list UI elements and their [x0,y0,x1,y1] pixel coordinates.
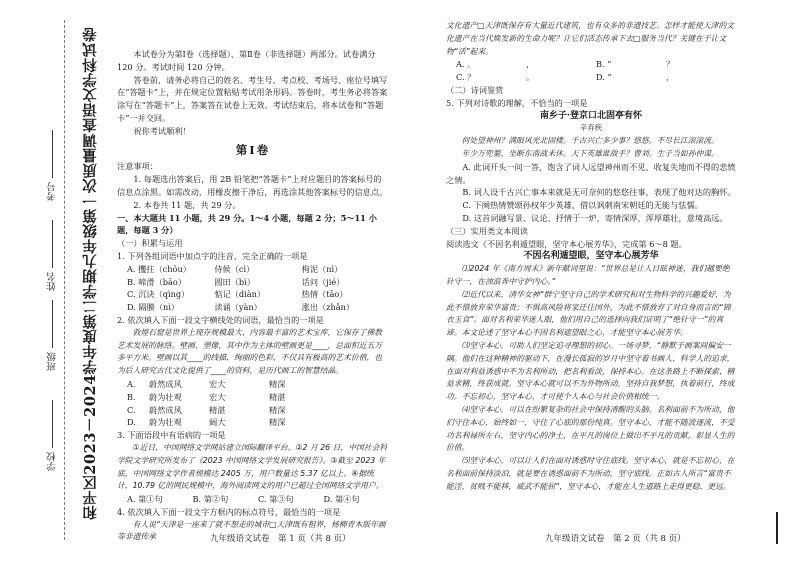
intro-paragraph: 答卷前，请务必将自己的姓名、考生号、考点校、考场号、座位号填写在“答题卡”上，并在规定位置粘贴考试用条形码。答卷时，考生务必将答案涂写在“答题卡”上，答案答在试卷上无效。考试结束后，将本试卷和“答题卡”一并交回。 [117,74,388,123]
name-label: 姓名 [47,272,58,291]
cut-line [64,20,65,540]
subsection-title: （一）积累与运用 [117,238,183,249]
q2-option: D. 蔚为壮观 阔大 精深 [127,417,286,428]
question-2: 2. 依次填入下面一段文字横线处的词语，最恰当的一项是 [117,314,324,325]
q4-option: D. ” ， [596,72,675,83]
right-page [446,20,736,493]
q4-options [446,58,736,84]
q2-option: A. 蔚然成风 宏大 精深 [127,378,286,389]
q2-passage: 敦煌石窟是世界上现存规模最大、内容最丰富的艺术宝库，它保存了佛教艺术发展的脉络。壁画、塑像，其中作为主体的壁画更是____，总面积近五万多平方米。壁画以其____的线描、绚丽的色彩，不仅具有极高的艺术价值，也为后人研究古代文化提供了____的资料，是历代画工的智慧结晶。 [117,327,383,376]
article-paragraph: ⑶坚守本心，可助人们坚定追寻理想的初心。一场寻梦，“静默于画案间偏安一隅。他们在这种精神的驱动下，在漫长孤寂的岁月中坚守着书画人、科学人的追求，在面对利益诱惑中不为名利所动，把名利看淡，保持本心。在这条路上不断探索、精益求精，终获成就。坚守本心就可以不为外物所动，坚持自我梦想，执着前行，终成功。不忘初心，坚守本心，才可使个人本心与社会价值相统一。 [446,340,735,402]
left-page [117,48,389,544]
notice-title: 注意事项： [117,161,158,172]
question-1: 1. 下列各组词语中加点字的注音，完全正确的一项是 [117,250,308,261]
footer-right: 九年级语文试卷 第 2 页（共 8 页） [545,534,686,544]
q4-option: B. ” ？ [596,59,675,70]
intro-paragraph: 祝你考试顺利！ [133,125,191,136]
edge-mark [776,512,778,544]
name-field [46,220,60,291]
article-paragraph: ⑵近代以来，清华女神“群宁坚守自己的学术研究和对生物科学的兴趣爱好，为此不惜放弃荣华富贵；不惧高风险将家迁往国外，为此不惜放弃了对自身而言的“锦衣玉食”。面对名利荣华迷人眼，他们用自己的选择向我们证明了“绝针守一”的真谛。本文论述了坚守本心不因名利遮望眼之心，才能坚守本心展芳华。 [446,289,731,338]
q2-option: C. 蔚然成风 精湛 精深 [127,404,286,415]
q3-options: A. 第①句 B. 第②句 C. 第③句 D. 第④句 [127,494,360,505]
q4-passage-continued: 文化遗产□天津既保存有大量近代建筑，也有众多的非遗技艺。怎样才能使天津的文化遗产在当代焕发新的生命力呢？让它们活态传承下去□服务当代？关键在于让文物“活”起来。 [446,21,735,56]
poem-line: 何处望神州？满眼风光北固楼。千古兴亡多少事？悠悠。不尽长江滚滚流。 [461,136,719,146]
subsection-title: （三）实用类文本阅读 [446,225,528,236]
question-4: 4. 依次填入下面一段文字方框内的标点符号，最恰当的一项是 [117,506,341,517]
q5-option: C. 下阕热情赞颂孙权年少英雄，借以讽刺南宋朝廷的无能与怯懦。 [462,200,703,211]
poem-author: 辛弃疾 [579,123,603,133]
q1-option: C. 沉诀（qìng） 惦记（diàn） 热情（tāo） [127,289,348,300]
question-3: 3. 下面语段中有语病的一项是 [117,430,226,441]
school-field [46,400,60,471]
q1-option: A. 攫拄（chōu） 侍候（cì） 枸泥（nì） [127,263,343,274]
school-label: 学校 [47,452,58,471]
notice-item: 1. 每题选出答案后，用 2B 铅笔把“答题卡”上对应题目的答案标号的信息点涂黑。如需改动，用橡皮擦干净后，再选涂其他答案标号的信息点。 [117,174,388,197]
article-paragraph: ⑷坚守本心，可以在纷繁复杂的社会中保持清醒的头脑。名利面前不为所动，他们守住本心，始终如一，守住了心底的那份纯真。坚守本心，才能不随波逐流，不受功名利禄所左右，坚守内心的净土，在平凡的岗位上做出不平凡的贡献，彰显人生的价值。 [446,404,735,453]
q2-option: B. 蔚为壮观 宏大 精湛 [127,391,286,402]
notice-item: 2. 本卷共 11 题，共 29 分。 [133,199,241,210]
q4-passage: 有人说“天津是一座来了就不想走的城市□天津既有租界，杨柳青木版年画等非遗传承 [117,519,386,542]
q5-option: D. 这首词融写景、议论、抒情于一炉，寄情深厚，浑厚雄壮，意境高远。 [462,212,728,223]
article-paragraph: ⑴2024 年《南方周末》新年献词里说：“世界总是让人目眩神迷，我们越要绝针守一，在浊浪奔中守护内心。” [446,264,730,286]
reading-intro: 阅读选文《不因名利遁望眼，坚守本心展芳华》，完成第 6～8 题。 [446,238,687,249]
subsection-title: （二）诗词鉴赏 [446,84,504,95]
q3-passage: ①近日，中国网络文学网站建立国际翻译平台。②2 月 26 日，中国社会科学院文学研究所发布了《2023 中国网络文学发展研究报告》。③截至 2023 年底，中国网络文学作者规模达 2405 万，用户数量达 5.37 亿以上。④据统计，10.79 亿的网民规模中，海外阅读网文的用户已超过全国网络文学用户。 [117,442,388,491]
footer-left: 九年级语文试卷 第 1 页（共 8 页） [210,534,351,544]
article-paragraph: ⑸坚守本心，可以让人们在面对诱惑时守住底线。坚守本心，就是不忘初心，在名利面前保持淡泊，就是要在诱惑面前不为所动，坚守底线。正如古人所言“富贵不能淫，贫贱不能移，威武不能屈”，坚守本心，才能在人生道路上走得更稳、更远。 [446,456,735,491]
section-title: 第Ⅰ卷 [235,142,271,157]
exam-number-label: 考号 [47,182,58,201]
poem-title: 南乡子·登京口北固亭有怀 [539,110,643,121]
article-title: 不因名利遁望眼，坚守本心展芳华 [523,251,659,262]
q1-option: B. 啼滑（bāo） 圆田（bì） 话问（jié） [127,276,345,287]
poem-line: 年少万兜鍪，坐断东南战未休。天下英雄谁敌手？曹刘。生子当如孙仲谋。 [461,148,719,158]
binding-margin [6,0,112,561]
q5-option: B. 词人设千古兴亡事本来就是无可奈何的悠悠往事，表现了他对达的胸怀。 [462,187,736,198]
question-5: 5. 下列对诗歌的理解，不恰当的一项是 [446,97,588,108]
q4-option: C. ？ 。 [456,72,535,83]
intro-paragraph: 本试卷分为第Ⅰ卷（选择题）、第Ⅱ卷（非选择题）两部分。试卷满分 120 分。考试时间 120 分钟。 [117,49,376,72]
exam-title: 和平区2023－2024学年度第二学期九年级第一次质量调查语文学科试卷 [82,26,99,520]
q5-option: A. 此词开头一问一答，饱含了词人远望神州而不见、收复失地而不得的悲愤之情。 [446,161,736,185]
class-label: 班级 [47,352,58,371]
q1-option: D. 隔膜（nì） 读诵（yàn） 涨出（zhǎn） [127,302,355,313]
class-field [46,300,60,371]
exam-number-field [46,130,60,201]
q4-option: A. 。 ， [456,59,535,70]
part-title: 一、本大题共 11 小题，共 29 分。1～4 小题，每题 2 分；5～11 小题，每题 3 分） [117,212,377,236]
